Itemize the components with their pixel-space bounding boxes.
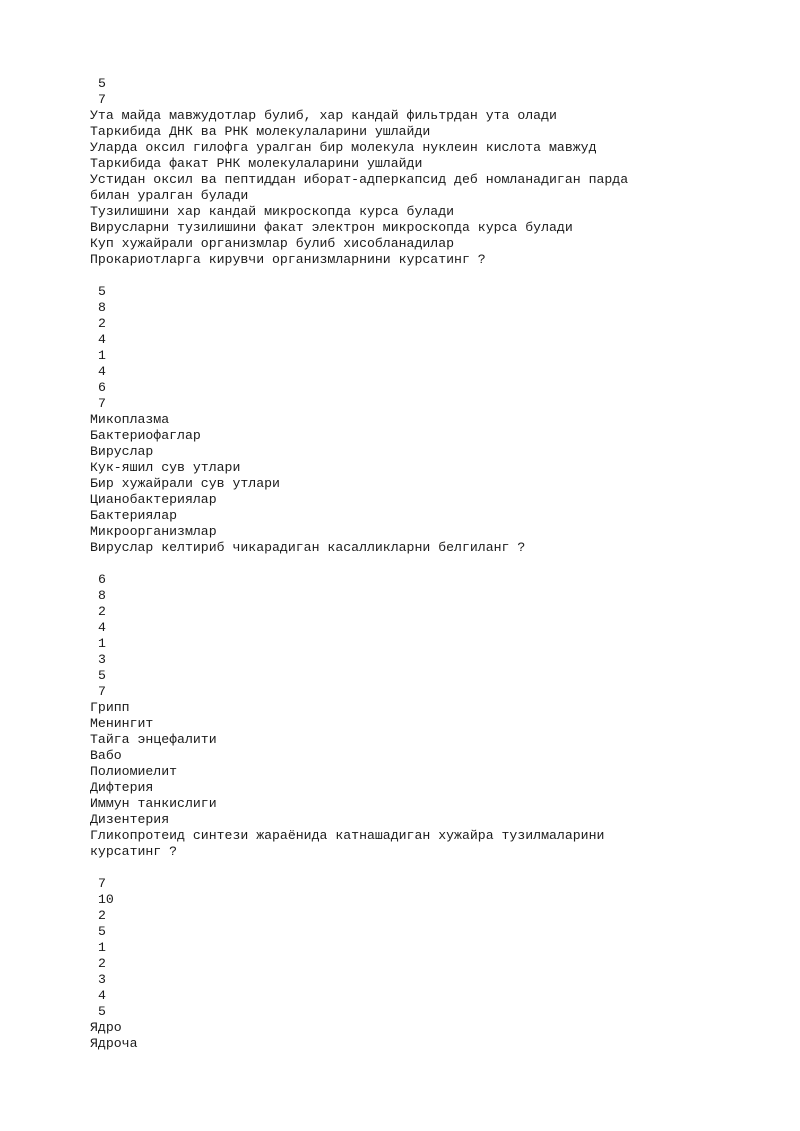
answer-number: 5	[98, 924, 106, 939]
answer-number: 4	[98, 332, 106, 347]
answer-number: 3	[98, 652, 106, 667]
answer-number: 1	[98, 348, 106, 363]
option-text: Куп хужайрали организмлар булиб хисобланадилар	[90, 236, 455, 251]
answer-block-2	[90, 284, 780, 572]
option-text: Таркибида ДНК ва РНК молекулаларини ушлайди	[90, 124, 431, 139]
question-text: Гликопротеид синтези жараёнида катнашадиган хужайра тузилмаларини	[90, 828, 605, 843]
answer-number: 6	[98, 572, 106, 587]
blank-line	[90, 556, 780, 572]
blank-line	[90, 268, 780, 284]
option-text: Дифтерия	[90, 780, 154, 795]
option-text: Тузилишини хар кандай микроскопда курса булади	[90, 204, 455, 219]
answer-number: 4	[98, 620, 106, 635]
answer-number: 6	[98, 380, 106, 395]
option-text: Ядроча	[90, 1036, 138, 1051]
option-text: Цианобактериялар	[90, 492, 217, 507]
answer-number: 10	[98, 892, 114, 907]
question-text: Вируслар келтириб чикарадиган касалликларни белгиланг ?	[90, 540, 526, 555]
option-text: Ута майда мавжудотлар булиб, хар кандай фильтрдан ута олади	[90, 108, 557, 123]
option-text: Ядро	[90, 1020, 122, 1035]
answer-number: 3	[98, 972, 106, 987]
option-text: Вабо	[90, 748, 122, 763]
answer-number: 1	[98, 636, 106, 651]
answer-block-1	[90, 76, 780, 284]
blank-line	[90, 860, 780, 876]
answer-number: 2	[98, 316, 106, 331]
answer-number: 7	[98, 876, 106, 891]
option-text: Бир хужайрали сув утлари	[90, 476, 280, 491]
question-text: курсатинг ?	[90, 844, 178, 859]
option-text: Вирусларни тузилишини факат электрон микроскопда курса булади	[90, 220, 573, 235]
answer-block-3	[90, 572, 780, 876]
option-text: Тайга энцефалити	[90, 732, 217, 747]
answer-number: 7	[98, 684, 106, 699]
option-text: Иммун танкислиги	[90, 796, 217, 811]
option-text: Вируслар	[90, 444, 154, 459]
answer-number: 7	[98, 92, 106, 107]
answer-number: 8	[98, 300, 106, 315]
option-text: Бактериялар	[90, 508, 178, 523]
option-text: Полиомиелит	[90, 764, 178, 779]
option-text: Менингит	[90, 716, 154, 731]
answer-number: 4	[98, 364, 106, 379]
option-text: Микоплазма	[90, 412, 170, 427]
option-text: Бактериофаглар	[90, 428, 201, 443]
answer-number: 8	[98, 588, 106, 603]
option-text: Грипп	[90, 700, 130, 715]
answer-number: 7	[98, 396, 106, 411]
answer-number: 4	[98, 988, 106, 1003]
option-text: Таркибида факат РНК молекулаларини ушлайди	[90, 156, 423, 171]
option-text: Кук-яшил сув утлари	[90, 460, 241, 475]
document-content	[90, 76, 780, 1052]
answer-number: 2	[98, 908, 106, 923]
answer-number: 5	[98, 1004, 106, 1019]
option-text: Микроорганизмлар	[90, 524, 217, 539]
option-text: Дизентерия	[90, 812, 170, 827]
answer-number: 2	[98, 604, 106, 619]
answer-number: 5	[98, 76, 106, 91]
answer-number: 2	[98, 956, 106, 971]
answer-number: 5	[98, 668, 106, 683]
answer-number: 5	[98, 284, 106, 299]
option-text: билан уралган булади	[90, 188, 249, 203]
answer-number: 1	[98, 940, 106, 955]
answer-block-4	[90, 876, 780, 1052]
option-text: Уларда оксил гилофга уралган бир молекула нуклеин кислота мавжуд	[90, 140, 597, 155]
question-text: Прокариотларга кирувчи организмларнини курсатинг ?	[90, 252, 486, 267]
option-text: Устидан оксил ва пептиддан иборат-адперкапсид деб номланадиган парда	[90, 172, 629, 187]
